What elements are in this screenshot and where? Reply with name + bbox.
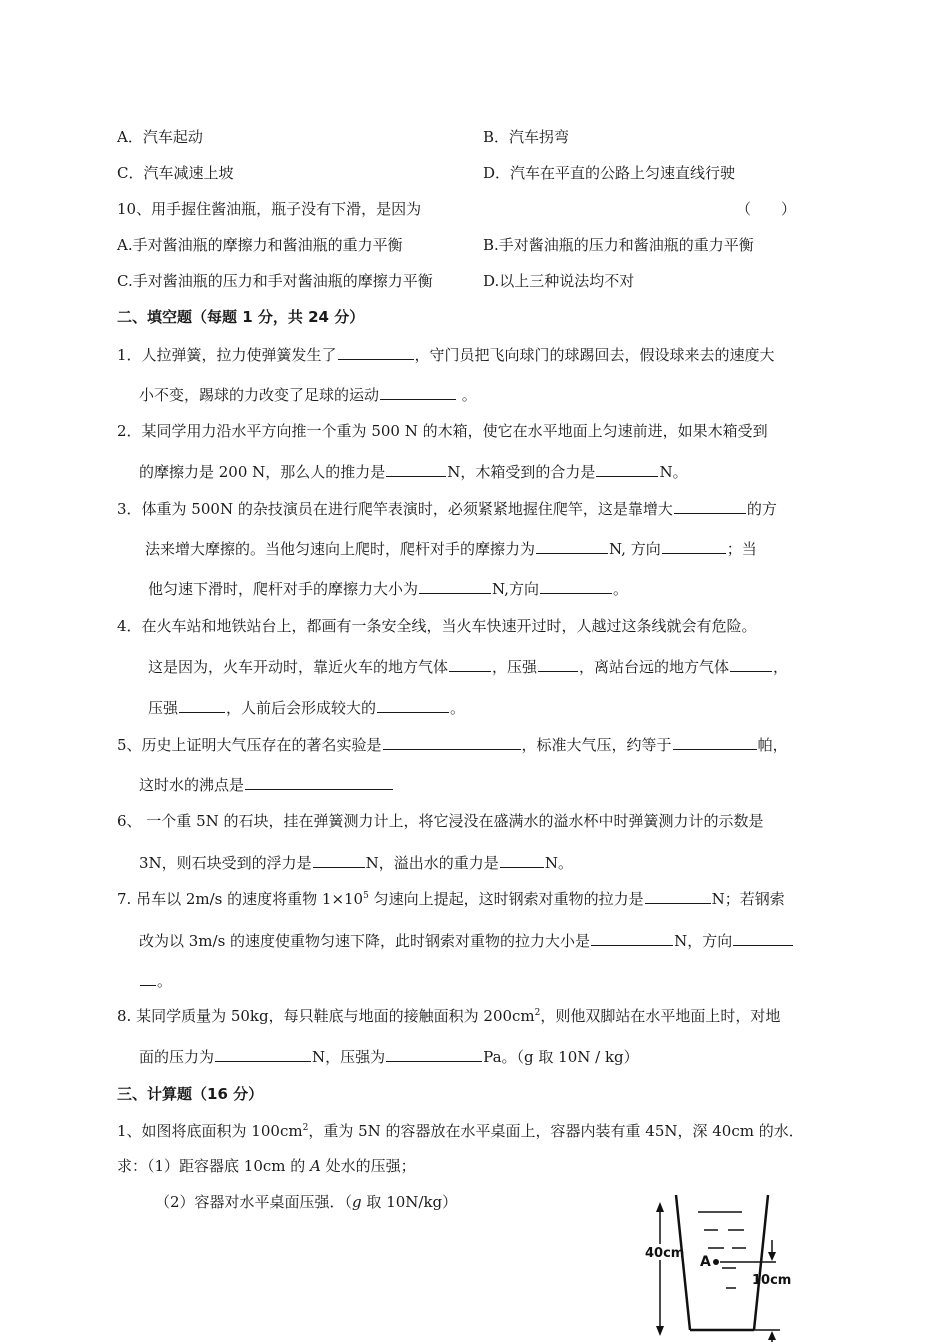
- point-a-label: A: [700, 1254, 711, 1270]
- answer-blank: [591, 930, 673, 946]
- fill-q1-line2: [139, 384, 477, 405]
- q9-option-c: C．汽车减速上坡: [117, 164, 234, 182]
- q9-option-b: B．汽车拐弯: [483, 128, 570, 146]
- calc-q1-line3: [155, 1192, 457, 1212]
- container-figure: [640, 1192, 810, 1342]
- section-3-title: 三、计算题（16 分）: [117, 1085, 264, 1103]
- fill-q5-text-b: ，标准大气压，约等于: [521, 736, 672, 754]
- calc-text-d: 处水的压强；: [320, 1157, 416, 1175]
- fill-q6-text-c: N。: [544, 854, 573, 872]
- fill-q4-text-b: ，压强: [492, 658, 538, 676]
- fill-q5-text-a: 5、历史上证明大气压存在的著名实验是: [117, 736, 382, 754]
- fill-q3-text-g: N,方向: [492, 580, 539, 598]
- calc-sup: 2: [302, 1123, 309, 1133]
- q10-stem: 10、用手握住酱油瓶，瓶子没有下滑，是因为: [117, 200, 422, 218]
- fill-q7-line2: [139, 930, 794, 951]
- fill-q4-text-d: ，: [773, 658, 789, 676]
- q10-option-c: C.手对酱油瓶的压力和手对酱油瓶的摩擦力平衡: [117, 272, 433, 290]
- fill-q2-text-b: N，木箱受到的合力是: [447, 463, 596, 481]
- fill-q3-text-f: 他匀速下滑时，爬杆对手的摩擦力大小为: [148, 580, 419, 598]
- calc-q1-line2: [117, 1156, 416, 1176]
- fill-q8-text-a: 8. 某同学质量为 50kg，每只鞋底与地面的接触面积为 200cm: [117, 1007, 535, 1025]
- fill-q8-text-e: Pa。（g 取 10N / kg）: [483, 1048, 639, 1066]
- fill-q4-text-a: 这是因为，火车开动时，靠近火车的地方气体: [148, 658, 449, 676]
- fill-q5-text-c: 帕，: [757, 736, 788, 754]
- answer-blank: [245, 774, 393, 790]
- calc-q1-line1: [117, 1121, 804, 1141]
- answer-blank: [386, 461, 446, 477]
- q10-answer-paren: （ ）: [736, 200, 797, 218]
- calc-point-a: A: [310, 1157, 321, 1175]
- fill-q6-line1: 6、 一个重 5N 的石块，挂在弹簧测力计上，将它浸没在盛满水的溢水杯中时弹簧测力计的示数是: [117, 812, 764, 830]
- answer-blank: [386, 1046, 482, 1062]
- answer-blank: [500, 852, 544, 868]
- fill-q4-line3: [148, 697, 465, 718]
- fill-q5-line2: [139, 774, 394, 795]
- fill-q3-text-c: 法来增大摩擦的。当他匀速向上爬时，爬杆对手的摩擦力为: [145, 540, 536, 558]
- answer-blank: [377, 697, 449, 713]
- fill-q7-text-e: N，方向: [674, 932, 733, 950]
- fill-q5-text-d: 这时水的沸点是: [139, 776, 245, 794]
- answer-blank: [673, 734, 757, 750]
- fill-q1-text-d: 。: [457, 386, 477, 404]
- fill-q1-text-a: 1．人拉弹簧，拉力使弹簧发生了: [117, 346, 337, 364]
- fill-q8-text-c: 面的压力为: [139, 1048, 215, 1066]
- calc-text-e: （2）容器对水平桌面压强．（: [155, 1193, 353, 1211]
- fill-q6-text-b: N，溢出水的重力是: [365, 854, 499, 872]
- calc-g-symbol: g: [352, 1193, 362, 1211]
- answer-blank: [538, 656, 578, 672]
- fill-q4-line1: 4．在火车站和地铁站台上，都画有一条安全线，当火车快速开过时，人越过这条线就会有危险。: [117, 617, 757, 635]
- fill-q7-text-b: 匀速向上提起，这时钢索对重物的拉力是: [368, 890, 644, 908]
- fill-q7-line1: [117, 888, 785, 909]
- q10-option-b: B.手对酱油瓶的压力和酱油瓶的重力平衡: [483, 236, 754, 254]
- answer-blank: [179, 697, 225, 713]
- answer-blank: [419, 578, 491, 594]
- fill-q4-text-c: ，离站台远的地方气体: [579, 658, 730, 676]
- calc-text-b: ，重为 5N 的容器放在水平桌面上，容器内装有重 45N，深 40cm 的水．: [308, 1122, 804, 1140]
- answer-blank: [733, 930, 793, 946]
- fill-q1-line1: [117, 344, 775, 365]
- fill-q5-line1: [117, 734, 788, 755]
- calc-text-c: 求：（1）距容器底 10cm 的: [117, 1157, 311, 1175]
- height-label: 10cm: [752, 1273, 792, 1288]
- fill-q7-text-d: 改为以 3m/s 的速度使重物匀速下降，此时钢索对重物的拉力大小是: [139, 932, 591, 950]
- q10-option-a: A.手对酱油瓶的摩擦力和酱油瓶的重力平衡: [117, 236, 403, 254]
- answer-blank: [449, 656, 491, 672]
- fill-q2-text-c: N。: [659, 463, 688, 481]
- fill-q7-text-c: N；若钢索: [711, 890, 785, 908]
- fill-q1-text-b: ，守门员把飞向球门的球踢回去，假设球来去的速度大: [414, 346, 775, 364]
- answer-blank: [383, 734, 521, 750]
- fill-q4-text-g: 。: [450, 699, 466, 717]
- fill-q7-sup: 5: [363, 891, 369, 901]
- answer-blank: [380, 384, 456, 400]
- answer-blank: [674, 498, 746, 514]
- calc-text-a: 1、如图将底面积为 100cm: [117, 1122, 303, 1140]
- fill-q3-text-d: N, 方向: [609, 540, 661, 558]
- fill-q3-text-h: 。: [612, 580, 628, 598]
- fill-q3-line3: [148, 578, 628, 599]
- fill-q4-line2: [148, 656, 788, 677]
- answer-blank: [662, 538, 726, 554]
- fill-q8-text-d: N，压强为: [312, 1048, 386, 1066]
- fill-q6-line2: [139, 852, 573, 873]
- answer-blank: [645, 888, 711, 904]
- answer-blank: [140, 970, 156, 986]
- q10-option-d: D.以上三种说法均不对: [483, 272, 635, 290]
- fill-q4-text-f: ，人前后会形成较大的: [226, 699, 377, 717]
- fill-q8-line2: [139, 1046, 639, 1067]
- section-2-title: 二、填空题（每题 1 分，共 24 分）: [117, 308, 365, 326]
- fill-q3-text-b: 的方: [746, 500, 777, 518]
- answer-blank: [215, 1046, 311, 1062]
- calc-text-f: 取 10N/kg）: [361, 1193, 458, 1211]
- fill-q3-line1: [117, 498, 777, 519]
- fill-q2-line2: [139, 461, 688, 482]
- fill-q8-line1: [117, 1006, 780, 1026]
- fill-q4-text-e: 压强: [148, 699, 179, 717]
- fill-q3-text-e: ；当: [726, 540, 757, 558]
- answer-blank: [536, 538, 608, 554]
- answer-blank: [313, 852, 365, 868]
- answer-blank: [596, 461, 658, 477]
- fill-q7-text-f: 。: [157, 972, 173, 990]
- q9-option-a: A．汽车起动: [117, 128, 203, 146]
- depth-label: 40cm: [645, 1246, 685, 1261]
- fill-q6-text-a: 3N，则石块受到的浮力是: [139, 854, 312, 872]
- answer-blank: [730, 656, 772, 672]
- fill-q7-line3: [139, 970, 172, 991]
- fill-q8-sup: 2: [534, 1008, 541, 1018]
- fill-q2-line1: 2．某同学用力沿水平方向推一个重为 500 N 的木箱，使它在水平地面上匀速前进，如果木箱受到: [117, 422, 768, 440]
- fill-q2-text-a: 的摩擦力是 200 N，那么人的推力是: [139, 463, 386, 481]
- fill-q8-text-b: ，则他双脚站在水平地面上时，对地: [540, 1007, 781, 1025]
- fill-q3-text-a: 3．体重为 500N 的杂技演员在进行爬竿表演时，必须紧紧地握住爬竿，这是靠增大: [117, 500, 673, 518]
- fill-q1-text-c: 小不变，踢球的力改变了足球的运动: [139, 386, 380, 404]
- fill-q7-text-a: 7. 吊车以 2m/s 的速度将重物 1×10: [117, 890, 364, 908]
- answer-blank: [338, 344, 414, 360]
- q9-option-d: D．汽车在平直的公路上匀速直线行驶: [483, 164, 736, 182]
- fill-q3-line2: [145, 538, 757, 559]
- answer-blank: [540, 578, 612, 594]
- point-a-dot: [713, 1259, 719, 1265]
